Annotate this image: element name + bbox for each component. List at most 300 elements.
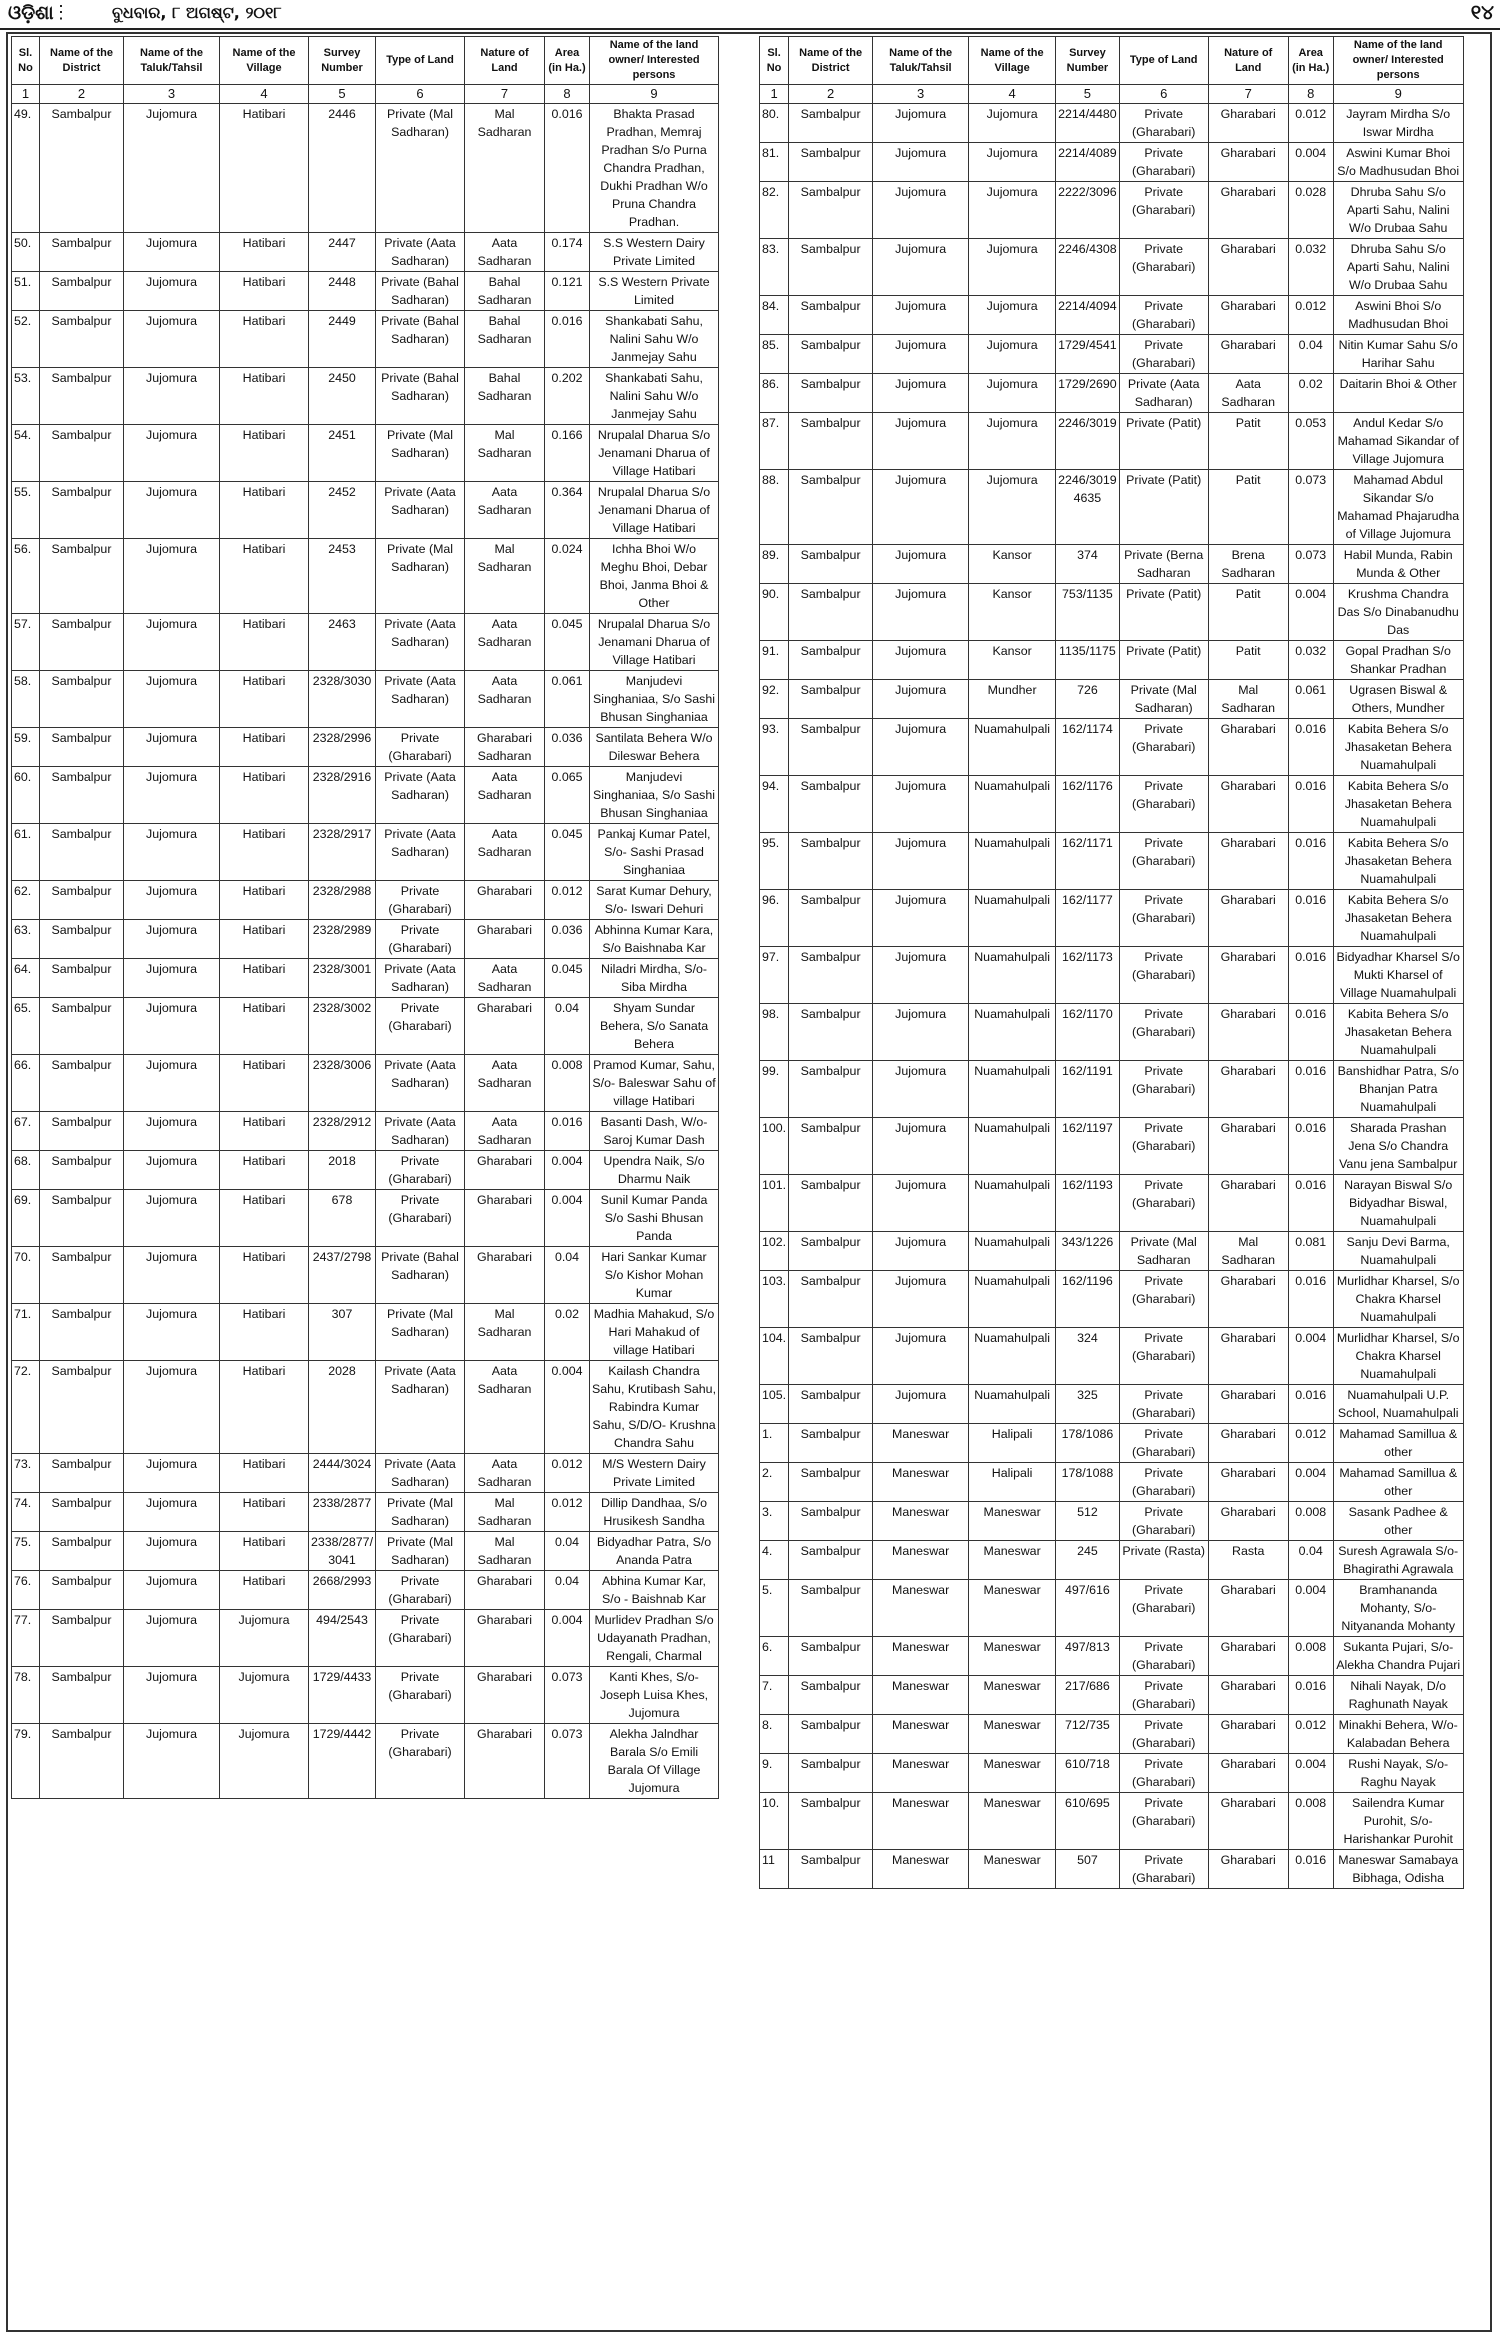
serial-no-cell: 60.: [12, 767, 40, 824]
village-cell: Nuamahulpali: [969, 1004, 1056, 1061]
village-cell: Hatibari: [220, 1454, 309, 1493]
village-cell: Hatibari: [220, 959, 309, 998]
area-cell: 0.045: [545, 614, 590, 671]
land-type-cell: Private (Mal Sadharan): [376, 425, 465, 482]
survey-number-cell: 1729/4541: [1056, 335, 1120, 374]
table-row: [760, 545, 1464, 584]
tahsil-cell: Jujomura: [873, 1175, 969, 1232]
tahsil-cell: Jujomura: [873, 1328, 969, 1385]
land-type-cell: Private (Patit): [1119, 413, 1208, 470]
survey-number-cell: 2328/2996: [309, 728, 376, 767]
owner-cell: Bidyadhar Kharsel S/o Mukti Kharsel of Village Nuamahulpali: [1333, 947, 1463, 1004]
area-cell: 0.004: [1288, 1463, 1333, 1502]
table-row: [760, 470, 1464, 545]
survey-number-cell: 2328/2988: [309, 881, 376, 920]
area-cell: 0.012: [545, 1493, 590, 1532]
table-row: [760, 776, 1464, 833]
column-header-area: Area (in Ha.): [1288, 37, 1333, 85]
column-header-survey-number: Survey Number: [1056, 37, 1120, 85]
table-row: [12, 920, 719, 959]
village-cell: Jujomura: [969, 182, 1056, 239]
survey-number-cell: 2328/2989: [309, 920, 376, 959]
tahsil-cell: Jujomura: [873, 833, 969, 890]
column-number: 7: [1208, 85, 1288, 104]
tahsil-cell: Jujomura: [124, 1610, 220, 1667]
tahsil-cell: Jujomura: [873, 719, 969, 776]
owner-cell: Upendra Naik, S/o Dharmu Naik: [590, 1151, 719, 1190]
village-cell: Jujomura: [969, 296, 1056, 335]
owner-cell: Sanju Devi Barma, Nuamahulpali: [1333, 1232, 1463, 1271]
land-nature-cell: Gharabari: [1208, 1118, 1288, 1175]
tahsil-cell: Jujomura: [124, 1532, 220, 1571]
survey-number-cell: 2328/2916: [309, 767, 376, 824]
land-type-cell: Private (Gharabari): [1119, 1004, 1208, 1061]
district-cell: Sambalpur: [40, 482, 124, 539]
land-type-cell: Private (Mal Sadharan): [376, 1493, 465, 1532]
village-cell: Hatibari: [220, 920, 309, 959]
tahsil-cell: Jujomura: [124, 1112, 220, 1151]
column-number: 1: [760, 85, 789, 104]
district-cell: Sambalpur: [789, 1061, 873, 1118]
table-row: [12, 1361, 719, 1454]
survey-number-cell: 307: [309, 1304, 376, 1361]
village-cell: Hatibari: [220, 1361, 309, 1454]
serial-no-cell: 104.: [760, 1328, 789, 1385]
land-type-cell: Private (Gharabari): [1119, 296, 1208, 335]
area-cell: 0.073: [1288, 545, 1333, 584]
tahsil-cell: Jujomura: [124, 1667, 220, 1724]
land-nature-cell: Bahal Sadharan: [465, 311, 545, 368]
survey-number-cell: 343/1226: [1056, 1232, 1120, 1271]
serial-no-cell: 76.: [12, 1571, 40, 1610]
village-cell: Hatibari: [220, 482, 309, 539]
owner-cell: Aswini Kumar Bhoi S/o Madhusudan Bhoi: [1333, 143, 1463, 182]
land-nature-cell: Patit: [1208, 641, 1288, 680]
district-cell: Sambalpur: [40, 920, 124, 959]
land-type-cell: Private (Gharabari): [1119, 776, 1208, 833]
district-cell: Sambalpur: [40, 1112, 124, 1151]
district-cell: Sambalpur: [40, 1667, 124, 1724]
district-cell: Sambalpur: [789, 1580, 873, 1637]
land-type-cell: Private (Gharabari): [376, 998, 465, 1055]
land-type-cell: Private (Aata Sadharan): [376, 671, 465, 728]
owner-cell: Kabita Behera S/o Jhasaketan Behera Nuamahulpali: [1333, 776, 1463, 833]
area-cell: 0.202: [545, 368, 590, 425]
serial-no-cell: 57.: [12, 614, 40, 671]
survey-number-cell: 162/1170: [1056, 1004, 1120, 1061]
village-cell: Hatibari: [220, 1304, 309, 1361]
village-cell: Jujomura: [969, 374, 1056, 413]
village-cell: Hatibari: [220, 824, 309, 881]
area-cell: 0.045: [545, 959, 590, 998]
serial-no-cell: 71.: [12, 1304, 40, 1361]
village-cell: Hatibari: [220, 233, 309, 272]
village-cell: Nuamahulpali: [969, 719, 1056, 776]
district-cell: Sambalpur: [40, 539, 124, 614]
land-type-cell: Private (Mal Sadharan: [1119, 1232, 1208, 1271]
tahsil-cell: Jujomura: [124, 1055, 220, 1112]
area-cell: 0.004: [1288, 1580, 1333, 1637]
survey-number-cell: 2448: [309, 272, 376, 311]
land-type-cell: Private (Aata Sadharan): [376, 824, 465, 881]
village-cell: Jujomura: [969, 413, 1056, 470]
survey-number-cell: 1135/1175: [1056, 641, 1120, 680]
village-cell: Hatibari: [220, 1571, 309, 1610]
tahsil-cell: Jujomura: [124, 482, 220, 539]
column-number-row: [12, 85, 719, 104]
serial-no-cell: 61.: [12, 824, 40, 881]
owner-cell: Nrupalal Dharua S/o Jenamani Dharua of Village Hatibari: [590, 425, 719, 482]
village-cell: Nuamahulpali: [969, 1118, 1056, 1175]
column-number: 9: [590, 85, 719, 104]
column-header-owner: Name of the land owner/ Interested persons: [1333, 37, 1463, 85]
land-nature-cell: Aata Sadharan: [1208, 374, 1288, 413]
district-cell: Sambalpur: [789, 1118, 873, 1175]
land-type-cell: Private (Gharabari): [1119, 104, 1208, 143]
village-cell: Hatibari: [220, 1532, 309, 1571]
serial-no-cell: 69.: [12, 1190, 40, 1247]
serial-no-cell: 3.: [760, 1502, 789, 1541]
land-type-cell: Private (Gharabari): [376, 1724, 465, 1799]
survey-number-cell: 2437/2798: [309, 1247, 376, 1304]
owner-cell: Krushma Chandra Das S/o Dinabanudhu Das: [1333, 584, 1463, 641]
owner-cell: Rushi Nayak, S/o- Raghu Nayak: [1333, 1754, 1463, 1793]
tahsil-cell: Maneswar: [873, 1541, 969, 1580]
survey-number-cell: 512: [1056, 1502, 1120, 1541]
district-cell: Sambalpur: [40, 728, 124, 767]
district-cell: Sambalpur: [789, 1271, 873, 1328]
land-nature-cell: Aata Sadharan: [465, 767, 545, 824]
survey-number-cell: 2214/4480: [1056, 104, 1120, 143]
village-cell: Hatibari: [220, 614, 309, 671]
tahsil-cell: Jujomura: [873, 947, 969, 1004]
district-cell: Sambalpur: [40, 1532, 124, 1571]
owner-cell: Madhia Mahakud, S/o Hari Mahakud of village Hatibari: [590, 1304, 719, 1361]
land-type-cell: Private (Bahal Sadharan): [376, 1247, 465, 1304]
land-nature-cell: Aata Sadharan: [465, 959, 545, 998]
tahsil-cell: Maneswar: [873, 1754, 969, 1793]
land-nature-cell: Aata Sadharan: [465, 824, 545, 881]
serial-no-cell: 53.: [12, 368, 40, 425]
owner-cell: Murlidhar Kharsel, S/o Chakra Kharsel Nuamahulpali: [1333, 1271, 1463, 1328]
area-cell: 0.045: [545, 824, 590, 881]
land-type-cell: Private (Bahal Sadharan): [376, 311, 465, 368]
owner-cell: Sharada Prashan Jena S/o Chandra Vanu jena Sambalpur: [1333, 1118, 1463, 1175]
owner-cell: Nitin Kumar Sahu S/o Harihar Sahu: [1333, 335, 1463, 374]
owner-cell: Shyam Sundar Behera, S/o Sanata Behera: [590, 998, 719, 1055]
district-cell: Sambalpur: [789, 104, 873, 143]
area-cell: 0.121: [545, 272, 590, 311]
district-cell: Sambalpur: [40, 671, 124, 728]
survey-number-cell: 678: [309, 1190, 376, 1247]
survey-number-cell: 2450: [309, 368, 376, 425]
tahsil-cell: Jujomura: [124, 1724, 220, 1799]
area-cell: 0.04: [1288, 1541, 1333, 1580]
column-header-tahsil: Name of the Taluk/Tahsil: [124, 37, 220, 85]
land-nature-cell: Gharabari: [1208, 1715, 1288, 1754]
tahsil-cell: Jujomura: [124, 233, 220, 272]
land-nature-cell: Gharabari: [1208, 1328, 1288, 1385]
district-cell: Sambalpur: [789, 947, 873, 1004]
survey-number-cell: 726: [1056, 680, 1120, 719]
serial-no-cell: 54.: [12, 425, 40, 482]
table-row: [12, 233, 719, 272]
survey-number-cell: 2453: [309, 539, 376, 614]
survey-number-cell: 2451: [309, 425, 376, 482]
area-cell: 0.012: [1288, 1424, 1333, 1463]
survey-number-cell: 2449: [309, 311, 376, 368]
survey-number-cell: 497/616: [1056, 1580, 1120, 1637]
land-nature-cell: Gharabari: [1208, 890, 1288, 947]
serial-no-cell: 72.: [12, 1361, 40, 1454]
tahsil-cell: Jujomura: [124, 1247, 220, 1304]
owner-cell: Aswini Bhoi S/o Madhusudan Bhoi: [1333, 296, 1463, 335]
survey-number-cell: 2214/4089: [1056, 143, 1120, 182]
land-type-cell: Private (Berna Sadharan: [1119, 545, 1208, 584]
tahsil-cell: Jujomura: [873, 1271, 969, 1328]
owner-cell: Suresh Agrawala S/o- Bhagirathi Agrawala: [1333, 1541, 1463, 1580]
land-type-cell: Private (Gharabari): [1119, 1676, 1208, 1715]
district-cell: Sambalpur: [789, 1754, 873, 1793]
village-cell: Hatibari: [220, 1151, 309, 1190]
district-cell: Sambalpur: [789, 1328, 873, 1385]
village-cell: Hatibari: [220, 998, 309, 1055]
column-number: 5: [1056, 85, 1120, 104]
district-cell: Sambalpur: [789, 1463, 873, 1502]
survey-number-cell: 2328/2917: [309, 824, 376, 881]
tahsil-cell: Maneswar: [873, 1580, 969, 1637]
serial-no-cell: 81.: [760, 143, 789, 182]
area-cell: 0.016: [1288, 1850, 1333, 1889]
tahsil-cell: Jujomura: [124, 272, 220, 311]
tahsil-cell: Jujomura: [124, 920, 220, 959]
area-cell: 0.016: [1288, 719, 1333, 776]
district-cell: Sambalpur: [40, 824, 124, 881]
area-cell: 0.012: [1288, 1715, 1333, 1754]
land-type-cell: Private (Aata Sadharan): [376, 1454, 465, 1493]
land-nature-cell: Mal Sadharan: [465, 104, 545, 233]
tahsil-cell: Maneswar: [873, 1637, 969, 1676]
tahsil-cell: Jujomura: [124, 539, 220, 614]
tahsil-cell: Jujomura: [124, 998, 220, 1055]
table-row: [760, 1754, 1464, 1793]
table-row: [760, 719, 1464, 776]
page-header: [0, 0, 1500, 30]
table-row: [760, 296, 1464, 335]
owner-cell: Maneswar Samabaya Bibhaga, Odisha: [1333, 1850, 1463, 1889]
village-cell: Nuamahulpali: [969, 1385, 1056, 1424]
area-cell: 0.061: [1288, 680, 1333, 719]
column-number: 3: [873, 85, 969, 104]
village-cell: Maneswar: [969, 1754, 1056, 1793]
table-row: [12, 1454, 719, 1493]
district-cell: Sambalpur: [789, 1232, 873, 1271]
survey-number-cell: 2447: [309, 233, 376, 272]
survey-number-cell: 2028: [309, 1361, 376, 1454]
district-cell: Sambalpur: [789, 1676, 873, 1715]
owner-cell: Kabita Behera S/o Jhasaketan Behera Nuamahulpali: [1333, 1004, 1463, 1061]
survey-number-cell: 2328/3001: [309, 959, 376, 998]
land-nature-cell: Gharabari: [465, 1190, 545, 1247]
table-row: [760, 1463, 1464, 1502]
survey-number-cell: 2246/3019 4635: [1056, 470, 1120, 545]
column-header-land-nature: Nature of Land: [465, 37, 545, 85]
serial-no-cell: 79.: [12, 1724, 40, 1799]
district-cell: Sambalpur: [789, 182, 873, 239]
village-cell: Hatibari: [220, 671, 309, 728]
land-type-cell: Private (Patit): [1119, 584, 1208, 641]
land-type-cell: Private (Gharabari): [1119, 1793, 1208, 1850]
owner-cell: Daitarin Bhoi & Other: [1333, 374, 1463, 413]
owner-cell: Narayan Biswal S/o Bidyadhar Biswal, Nuamahulpali: [1333, 1175, 1463, 1232]
serial-no-cell: 96.: [760, 890, 789, 947]
serial-no-cell: 62.: [12, 881, 40, 920]
table-row: [760, 374, 1464, 413]
table-row: [12, 482, 719, 539]
tahsil-cell: Jujomura: [124, 614, 220, 671]
land-type-cell: Private (Aata Sadharan): [376, 1361, 465, 1454]
village-cell: Jujomura: [220, 1667, 309, 1724]
table-row: [760, 239, 1464, 296]
village-cell: Maneswar: [969, 1715, 1056, 1754]
owner-cell: Ugrasen Biswal & Others, Mundher: [1333, 680, 1463, 719]
table-row: [12, 998, 719, 1055]
table-row: [12, 1571, 719, 1610]
serial-no-cell: 10.: [760, 1793, 789, 1850]
area-cell: 0.061: [545, 671, 590, 728]
tahsil-cell: Jujomura: [873, 335, 969, 374]
land-nature-cell: Mal Sadharan: [465, 1304, 545, 1361]
district-cell: Sambalpur: [789, 1541, 873, 1580]
area-cell: 0.065: [545, 767, 590, 824]
district-cell: Sambalpur: [789, 1715, 873, 1754]
district-cell: Sambalpur: [789, 584, 873, 641]
survey-number-cell: 162/1176: [1056, 776, 1120, 833]
serial-no-cell: 50.: [12, 233, 40, 272]
column-number: 2: [40, 85, 124, 104]
land-type-cell: Private (Gharabari): [1119, 1385, 1208, 1424]
serial-no-cell: 78.: [12, 1667, 40, 1724]
land-type-cell: Private (Aata Sadharan): [376, 482, 465, 539]
table-row: [760, 947, 1464, 1004]
survey-number-cell: 2214/4094: [1056, 296, 1120, 335]
area-cell: 0.012: [545, 1454, 590, 1493]
table-row: [12, 1610, 719, 1667]
land-nature-cell: Aata Sadharan: [465, 233, 545, 272]
area-cell: 0.016: [1288, 776, 1333, 833]
survey-number-cell: 753/1135: [1056, 584, 1120, 641]
area-cell: 0.053: [1288, 413, 1333, 470]
village-cell: Jujomura: [969, 335, 1056, 374]
land-nature-cell: Mal Sadharan: [465, 425, 545, 482]
district-cell: Sambalpur: [40, 881, 124, 920]
district-cell: Sambalpur: [789, 719, 873, 776]
village-cell: Maneswar: [969, 1637, 1056, 1676]
village-cell: Nuamahulpali: [969, 1271, 1056, 1328]
serial-no-cell: 63.: [12, 920, 40, 959]
land-nature-cell: Gharabari: [465, 1151, 545, 1190]
owner-cell: Sasank Padhee & other: [1333, 1502, 1463, 1541]
area-cell: 0.004: [545, 1361, 590, 1454]
area-cell: 0.008: [1288, 1793, 1333, 1850]
column-number: 9: [1333, 85, 1463, 104]
tahsil-cell: Jujomura: [124, 959, 220, 998]
district-cell: Sambalpur: [789, 776, 873, 833]
column-number-row: [760, 85, 1464, 104]
village-cell: Jujomura: [220, 1724, 309, 1799]
area-cell: 0.04: [1288, 335, 1333, 374]
district-cell: Sambalpur: [789, 1424, 873, 1463]
land-nature-cell: Mal Sadharan: [1208, 680, 1288, 719]
survey-number-cell: 325: [1056, 1385, 1120, 1424]
tahsil-cell: Jujomura: [873, 1232, 969, 1271]
tahsil-cell: Jujomura: [873, 680, 969, 719]
land-nature-cell: Gharabari Sadharan: [465, 728, 545, 767]
owner-cell: Alekha Jalndhar Barala S/o Emili Barala Of Village Jujomura: [590, 1724, 719, 1799]
survey-number-cell: 2463: [309, 614, 376, 671]
village-cell: Hatibari: [220, 539, 309, 614]
area-cell: 0.04: [545, 1532, 590, 1571]
tahsil-cell: Jujomura: [124, 728, 220, 767]
owner-cell: Mahamad Samillua & other: [1333, 1463, 1463, 1502]
village-cell: Mundher: [969, 680, 1056, 719]
owner-cell: Nrupalal Dharua S/o Jenamani Dharua of Village Hatibari: [590, 482, 719, 539]
serial-no-cell: 77.: [12, 1610, 40, 1667]
owner-cell: Pramod Kumar, Sahu, S/o- Baleswar Sahu of village Hatibari: [590, 1055, 719, 1112]
tahsil-cell: Jujomura: [124, 1304, 220, 1361]
area-cell: 0.028: [1288, 182, 1333, 239]
table-row: [760, 641, 1464, 680]
tahsil-cell: Jujomura: [873, 182, 969, 239]
survey-number-cell: 324: [1056, 1328, 1120, 1385]
tahsil-cell: Jujomura: [873, 641, 969, 680]
serial-no-cell: 98.: [760, 1004, 789, 1061]
district-cell: Sambalpur: [789, 374, 873, 413]
serial-no-cell: 90.: [760, 584, 789, 641]
owner-cell: Mahamad Samillua & other: [1333, 1424, 1463, 1463]
area-cell: 0.174: [545, 233, 590, 272]
column-header-village: Name of the Village: [969, 37, 1056, 85]
tahsil-cell: Jujomura: [124, 368, 220, 425]
table-row: [760, 1541, 1464, 1580]
village-cell: Maneswar: [969, 1676, 1056, 1715]
village-cell: Jujomura: [969, 470, 1056, 545]
owner-cell: Nrupalal Dharua S/o Jenamani Dharua of Village Hatibari: [590, 614, 719, 671]
area-cell: 0.016: [1288, 1175, 1333, 1232]
area-cell: 0.032: [1288, 239, 1333, 296]
land-nature-cell: Gharabari: [1208, 1004, 1288, 1061]
survey-number-cell: 2338/2877/ 3041: [309, 1532, 376, 1571]
serial-no-cell: 66.: [12, 1055, 40, 1112]
area-cell: 0.02: [1288, 374, 1333, 413]
table-row: [760, 890, 1464, 947]
serial-no-cell: 4.: [760, 1541, 789, 1580]
district-cell: Sambalpur: [40, 311, 124, 368]
tahsil-cell: Jujomura: [873, 1004, 969, 1061]
land-type-cell: Private (Gharabari): [1119, 947, 1208, 1004]
area-cell: 0.004: [1288, 143, 1333, 182]
tahsil-cell: Maneswar: [873, 1676, 969, 1715]
land-nature-cell: Gharabari: [1208, 143, 1288, 182]
land-type-cell: Private (Gharabari): [1119, 1715, 1208, 1754]
owner-cell: Andul Kedar S/o Mahamad Sikandar of Village Jujomura: [1333, 413, 1463, 470]
land-type-cell: Private (Gharabari): [1119, 1463, 1208, 1502]
serial-no-cell: 65.: [12, 998, 40, 1055]
tahsil-cell: Jujomura: [124, 824, 220, 881]
table-row: [760, 335, 1464, 374]
land-type-cell: Private (Gharabari): [1119, 1850, 1208, 1889]
serial-no-cell: 87.: [760, 413, 789, 470]
